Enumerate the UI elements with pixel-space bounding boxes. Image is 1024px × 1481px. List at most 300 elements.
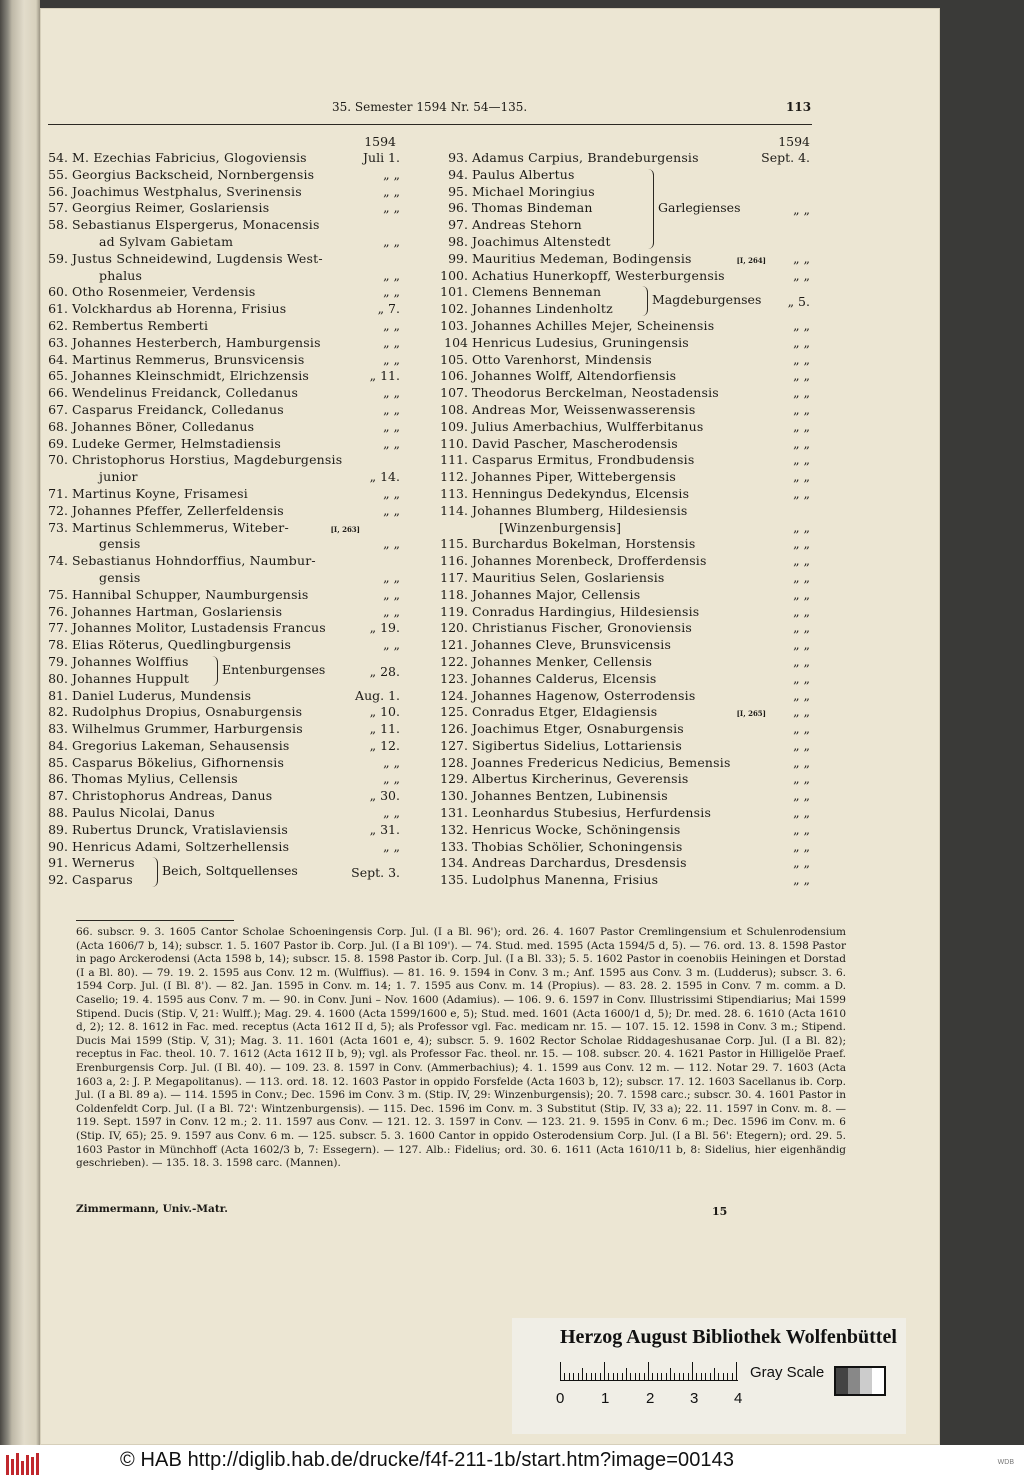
list-item xyxy=(40,771,404,788)
ruler-tick xyxy=(644,1373,645,1380)
entry-date: „ „ xyxy=(383,502,400,518)
list-item xyxy=(40,352,404,369)
entry-number: 76. xyxy=(48,603,68,619)
cross-reference: [I, 265] xyxy=(736,709,766,719)
ruler-tick xyxy=(595,1373,596,1380)
entry-number: 66. xyxy=(48,385,68,401)
ruler-tick xyxy=(661,1373,662,1380)
entry-number: 96. xyxy=(448,200,468,216)
entry-name: Sebastianus Hohndorffius, Naumbur- xyxy=(72,553,316,569)
entry-number: 131. xyxy=(440,805,468,821)
list-item xyxy=(40,251,404,268)
entry-date: „ „ xyxy=(793,435,810,451)
entry-date: „ „ xyxy=(793,653,810,669)
entry-number: 88. xyxy=(48,805,68,821)
list-item xyxy=(440,385,810,402)
list-item xyxy=(40,620,404,637)
entry-number: 83. xyxy=(48,721,68,737)
bracket-mark xyxy=(642,286,648,316)
entry-date: „ „ xyxy=(383,284,400,300)
entry-date: „ „ xyxy=(383,485,400,501)
entry-date: „ „ xyxy=(383,536,400,552)
entry-number: 80. xyxy=(48,670,68,686)
entry-name: Andreas Stehorn xyxy=(472,217,582,233)
ruler-tick xyxy=(718,1373,719,1380)
entry-date: „ „ xyxy=(793,805,810,821)
ruler-tick xyxy=(652,1373,653,1380)
entry-name: Leonhardus Stubesius, Herfurdensis xyxy=(472,805,712,821)
list-item xyxy=(40,805,404,822)
ruler-tick xyxy=(723,1373,724,1380)
list-item xyxy=(440,536,810,553)
list-item xyxy=(440,805,810,822)
entry-name: Johannes Kleinschmidt, Elrichzensis xyxy=(72,368,310,384)
library-title: Herzog August Bibliothek Wolfenbüttel xyxy=(560,1326,897,1348)
entry-number: 127. xyxy=(440,737,468,753)
entry-number: 130. xyxy=(440,788,468,804)
entry-name: Conradus Hardingius, Hildesiensis xyxy=(472,603,700,619)
entry-number: 111. xyxy=(440,452,468,468)
entry-date: „ 11. xyxy=(369,721,400,737)
entry-name: Wilhelmus Grummer, Harburgensis xyxy=(72,721,303,737)
entry-date: „ 31. xyxy=(369,821,400,837)
entry-name: Rudolphus Dropius, Osnaburgensis xyxy=(72,704,303,720)
list-item xyxy=(40,402,404,419)
list-item xyxy=(40,486,404,503)
list-item xyxy=(40,788,404,805)
year-heading: 1594 xyxy=(778,134,810,149)
entry-name: Johannes Major, Cellensis xyxy=(472,586,641,602)
entry-number: 133. xyxy=(440,838,468,854)
entry-name: Ludeke Germer, Helmstadiensis xyxy=(72,435,281,451)
list-item xyxy=(440,335,810,352)
ruler-tick xyxy=(586,1373,587,1380)
list-item xyxy=(440,452,810,469)
entry-number: 103. xyxy=(440,317,468,333)
entry-name: Christianus Fischer, Gronoviensis xyxy=(472,620,693,636)
entry-date: „ „ xyxy=(793,418,810,434)
entry-date: „ „ xyxy=(383,200,400,216)
signature-mark: 15 xyxy=(712,1205,728,1218)
list-item xyxy=(40,755,404,772)
list-item xyxy=(440,738,810,755)
entry-date: „ „ xyxy=(793,201,810,217)
entry-name: Volckhardus ab Horenna, Frisius xyxy=(72,301,287,317)
running-title: 35. Semester 1594 Nr. 54—135. xyxy=(332,100,528,114)
entry-name: Christophorus Andreas, Danus xyxy=(72,788,273,804)
ruler-tick xyxy=(701,1373,702,1380)
entry-number: 101. xyxy=(440,284,468,300)
entry-number: 95. xyxy=(448,183,468,199)
entry-name: Daniel Luderus, Mundensis xyxy=(72,687,252,703)
entry-date: „ „ xyxy=(383,385,400,401)
entry-number: 54. xyxy=(48,150,68,165)
list-item xyxy=(40,200,404,217)
list-item xyxy=(440,570,810,587)
entry-name: Johannes Blumberg, Hildesiensis xyxy=(472,502,688,518)
list-item xyxy=(440,620,810,637)
ruler-tick xyxy=(732,1373,733,1380)
ruler-tick xyxy=(591,1373,592,1380)
list-item xyxy=(440,771,810,788)
list-item xyxy=(40,150,404,167)
ruler-tick xyxy=(683,1373,684,1380)
list-item xyxy=(40,704,404,721)
entry-date: „ „ xyxy=(793,821,810,837)
list-item xyxy=(40,839,404,856)
ruler-tick xyxy=(674,1373,675,1380)
entry-name: Johannes Piper, Wittebergensis xyxy=(472,469,677,485)
entry-name: Georgius Reimer, Goslariensis xyxy=(72,200,270,216)
entry-date: „ 7. xyxy=(377,301,400,317)
entry-name: Johannes Cleve, Brunsvicensis xyxy=(472,637,672,653)
entry-number: 115. xyxy=(440,536,468,552)
entry-number: 121. xyxy=(440,637,468,653)
entry-number: 79. xyxy=(48,653,68,669)
entry-name: Achatius Hunerkopff, Westerburgensis xyxy=(472,267,725,283)
list-item xyxy=(440,688,810,705)
entry-date: „ „ xyxy=(383,754,400,770)
entry-name: Johannes Wolffius xyxy=(72,653,189,669)
bracket-group xyxy=(40,855,404,889)
list-item xyxy=(440,251,810,268)
entry-name: Joachimus Altenstedt xyxy=(472,233,611,249)
entry-number: 119. xyxy=(440,603,468,619)
entry-number: 59. xyxy=(48,250,68,266)
list-item xyxy=(40,167,404,184)
entry-date: Aug. 1. xyxy=(355,687,400,703)
entry-number: 102. xyxy=(440,301,468,317)
entry-date: „ „ xyxy=(793,250,810,266)
entry-number: 129. xyxy=(440,771,468,787)
entry-number: 86. xyxy=(48,771,68,787)
color-reference-card xyxy=(512,1318,906,1434)
entry-number: 128. xyxy=(440,754,468,770)
ruler-number: 1 xyxy=(601,1390,610,1407)
entry-date: „ „ xyxy=(793,519,810,535)
list-item xyxy=(440,234,810,251)
entry-date: „ 14. xyxy=(369,469,400,485)
entry-date: „ „ xyxy=(793,737,810,753)
entry-number: 57. xyxy=(48,200,68,216)
list-item xyxy=(40,284,404,301)
entry-name: Otto Varenhorst, Mindensis xyxy=(472,351,652,367)
entry-name: Thobias Schölier, Schoningensis xyxy=(472,838,683,854)
list-item xyxy=(440,755,810,772)
list-item xyxy=(40,318,404,335)
entry-name: Johannes Morenbeck, Drofferdensis xyxy=(472,553,707,569)
list-item xyxy=(440,419,810,436)
entry-name: Johannes Hesterberch, Hamburgensis xyxy=(72,334,321,350)
entry-date: „ „ xyxy=(383,805,400,821)
ruler-tick xyxy=(696,1373,697,1380)
entry-name: Clemens Benneman xyxy=(472,284,602,300)
ruler-tick xyxy=(564,1373,565,1380)
list-item xyxy=(40,217,404,234)
bracket-group xyxy=(440,284,810,318)
entry-number: 67. xyxy=(48,401,68,417)
entry-name: Conradus Etger, Eldagiensis xyxy=(472,704,658,720)
group-label: Beich, Soltquellenses xyxy=(162,863,298,879)
entry-date: „ 30. xyxy=(369,788,400,804)
ruler-tick xyxy=(679,1373,680,1380)
entry-date: „ „ xyxy=(793,670,810,686)
list-item xyxy=(440,469,810,486)
ruler-tick xyxy=(578,1373,579,1380)
list-item xyxy=(40,604,404,621)
list-item xyxy=(440,520,810,537)
list-item xyxy=(440,587,810,604)
list-item xyxy=(40,268,404,285)
list-item xyxy=(40,335,404,352)
entry-name: Ludolphus Manenna, Frisius xyxy=(472,872,659,888)
entry-date: „ „ xyxy=(793,334,810,350)
ruler-tick xyxy=(582,1368,583,1380)
entry-name: M. Ezechias Fabricius, Glogoviensis xyxy=(72,150,307,165)
ruler-tick xyxy=(727,1373,728,1380)
entry-number: 78. xyxy=(48,637,68,653)
entry-name: Mauritius Medeman, Bodingensis xyxy=(472,250,692,266)
entry-number: 61. xyxy=(48,301,68,317)
entry-number: 99. xyxy=(448,250,468,266)
entry-date: „ „ xyxy=(383,401,400,417)
entry-number: 73. xyxy=(48,519,68,535)
entry-number: 124. xyxy=(440,687,468,703)
entry-name: Joachimus Etger, Osnaburgensis xyxy=(472,721,684,737)
footnote-rule xyxy=(76,920,234,921)
list-item xyxy=(40,452,404,469)
source-url[interactable]: © HAB http://diglib.hab.de/drucke/f4f-211-1b/start.htm?image=00143 xyxy=(120,1449,735,1471)
entry-name: Christophorus Horstius, Magdeburgensis xyxy=(72,452,343,468)
entry-date: „ „ xyxy=(793,401,810,417)
entry-number: 116. xyxy=(440,553,468,569)
entry-number: 62. xyxy=(48,317,68,333)
hab-logo-icon xyxy=(6,1451,42,1475)
entry-name: phalus xyxy=(99,267,143,283)
entry-name: Adamus Carpius, Brandeburgensis xyxy=(472,150,699,165)
entry-date: „ „ xyxy=(793,788,810,804)
entry-name: Rubertus Drunck, Vratislaviensis xyxy=(72,821,288,837)
entry-date: „ „ xyxy=(793,553,810,569)
entry-date: „ „ xyxy=(383,637,400,653)
entry-number: 92. xyxy=(48,872,68,888)
list-item xyxy=(440,637,810,654)
entry-number: 122. xyxy=(440,653,468,669)
ruler-number: 0 xyxy=(556,1390,565,1407)
entry-name: Johannes Hartman, Goslariensis xyxy=(72,603,283,619)
entry-date: „ „ xyxy=(793,838,810,854)
ruler-tick xyxy=(604,1362,605,1380)
ruler-number: 3 xyxy=(690,1390,699,1407)
entry-number: 72. xyxy=(48,502,68,518)
entry-date: Sept. 4. xyxy=(761,150,810,165)
entry-date: „ „ xyxy=(383,435,400,451)
entry-date: „ „ xyxy=(383,569,400,585)
list-item xyxy=(40,368,404,385)
list-item xyxy=(440,721,810,738)
ruler-tick xyxy=(710,1373,711,1380)
entry-date: „ „ xyxy=(383,586,400,602)
entry-name: Johannes Bentzen, Lubinensis xyxy=(472,788,668,804)
entry-date: „ „ xyxy=(793,637,810,653)
entry-number: 81. xyxy=(48,687,68,703)
entry-number: 100. xyxy=(440,267,468,283)
entry-name: Gregorius Lakeman, Sehausensis xyxy=(72,737,290,753)
entry-name: Paulus Nicolai, Danus xyxy=(72,805,215,821)
list-item xyxy=(440,402,810,419)
entry-date: „ „ xyxy=(383,183,400,199)
entry-number: 87. xyxy=(48,788,68,804)
entry-date: „ 28. xyxy=(369,663,400,679)
entry-date: „ „ xyxy=(383,334,400,350)
entry-name: Wernerus xyxy=(72,855,135,871)
entry-date: „ „ xyxy=(793,368,810,384)
entry-number: 123. xyxy=(440,670,468,686)
list-item xyxy=(440,704,810,721)
running-header xyxy=(40,100,940,120)
entry-name: Johannes Achilles Mejer, Scheinensis xyxy=(472,317,715,333)
list-item xyxy=(40,570,404,587)
footer-mark: WDB xyxy=(997,1459,1014,1466)
entry-number: 68. xyxy=(48,418,68,434)
entry-name: gensis xyxy=(99,569,141,585)
scale-ruler xyxy=(560,1362,738,1381)
entry-number: 69. xyxy=(48,435,68,451)
entry-date: „ „ xyxy=(383,771,400,787)
list-item xyxy=(40,419,404,436)
entry-date: „ „ xyxy=(793,620,810,636)
entry-number: 58. xyxy=(48,217,68,233)
entry-name: Albertus Kircherinus, Geverensis xyxy=(472,771,689,787)
entry-number: 71. xyxy=(48,485,68,501)
entry-number: 64. xyxy=(48,351,68,367)
entry-date: „ „ xyxy=(383,166,400,182)
list-item xyxy=(40,436,404,453)
list-item xyxy=(40,738,404,755)
ruler-tick xyxy=(670,1368,671,1380)
entry-number: 97. xyxy=(448,217,468,233)
ruler-tick xyxy=(639,1373,640,1380)
ruler-tick xyxy=(600,1373,601,1380)
entry-number: 98. xyxy=(448,233,468,249)
ruler-tick xyxy=(666,1373,667,1380)
group-label: Magdeburgenses xyxy=(652,292,762,308)
ruler-tick xyxy=(635,1373,636,1380)
entry-name: Johannes Böner, Colledanus xyxy=(72,418,255,434)
entry-name: Martinus Schlemmerus, Witeber- xyxy=(72,519,289,535)
entry-name: Henricus Ludesius, Gruningensis xyxy=(472,334,689,350)
list-item xyxy=(40,234,404,251)
ruler-tick xyxy=(705,1373,706,1380)
entry-name: Joannes Fredericus Nedicius, Bemensis xyxy=(472,754,731,770)
entry-name: Rembertus Remberti xyxy=(72,317,209,333)
header-rule xyxy=(48,124,812,125)
entry-name: Theodorus Berckelman, Neostadensis xyxy=(472,385,719,401)
entry-name: [Winzenburgensis] xyxy=(499,519,622,535)
bracket-mark xyxy=(152,857,158,887)
entry-name: Justus Schneidewind, Lugdensis West- xyxy=(72,250,323,266)
ruler-tick xyxy=(657,1373,658,1380)
entry-name: Sebastianus Elspergerus, Monacensis xyxy=(72,217,320,233)
entry-number: 63. xyxy=(48,334,68,350)
list-item xyxy=(440,503,810,520)
entry-name: Henricus Wocke, Schöningensis xyxy=(472,821,681,837)
list-item xyxy=(40,520,404,537)
entry-number: 135. xyxy=(440,872,468,888)
ruler-tick xyxy=(688,1373,689,1380)
entry-name: Julius Amerbachius, Wulfferbitanus xyxy=(472,418,704,434)
ruler-tick xyxy=(617,1373,618,1380)
entry-name: Burchardus Bokelman, Horstensis xyxy=(472,536,696,552)
list-item xyxy=(40,503,404,520)
ruler-tick xyxy=(692,1362,693,1380)
entry-date: „ „ xyxy=(383,267,400,283)
entry-number: 120. xyxy=(440,620,468,636)
entry-number: 93. xyxy=(448,150,468,165)
bracket-mark xyxy=(648,169,654,249)
entry-name: Johannes Pfeffer, Zellerfeldensis xyxy=(72,502,284,518)
entry-date: „ „ xyxy=(793,536,810,552)
list-item xyxy=(440,855,810,872)
list-item xyxy=(40,536,404,553)
entry-date: „ „ xyxy=(793,586,810,602)
entry-number: 107. xyxy=(440,385,468,401)
adjacent-page-edge xyxy=(0,0,40,1445)
entry-date: „ „ xyxy=(793,385,810,401)
entry-date: „ 10. xyxy=(369,704,400,720)
group-label: Entenburgenses xyxy=(222,661,326,677)
entry-number: 132. xyxy=(440,821,468,837)
list-item xyxy=(440,486,810,503)
footnotes: 66. subscr. 9. 3. 1605 Cantor Scholae Schoeningensis Corp. Jul. (I a Bl. 96'); ord. 26. 4. 1607 Pastor Cremlingensium et Schulenrodensium (Acta 1606/7 b, 14); subscr. 1. 5. 1607 Pastor ib. Corp. Jul. (I a Bl 109'). — 74. Stud. med. 1595 (Acta 1594/5 d, 5). — 76. ord. 13. 8. 1598 Pastor in pago Arckerodensi (Acta 1598 b, 14); subscr. 15. 8. 1598 Pastor ib. Corp. Jul. (I a Bl. 33); 5. 5. 1602 Pastor in coenobiis Heiningen et Dorstad (I a Bl. 80). — 79. 19. 2. 1595 aus Conv. 12 m. (Wulffius). — 81. 16. 9. 1594 in Conv. 3 m.; Anf. 1595 aus Conv. 3 m. (Ludderus); subscr. 3. 6. 1594 Corp. Jul. (I Bl. 8'). — 82. Jan. 1595 in Conv. m. 14; 1. 7. 1595 aus Conv. m. 14 (Propius). — 83. 28. 2. 1595 in Conv. 7 m. comm. a D. Caselio; 19. 4. 1595 aus Conv. 7 m. — 90. in Conv. Juni – Nov. 1600 (Adamius). — 106. 9. 6. 1597 in Conv. Illustrissimi Stipendiarius; Mai 1599 Stipend. Ducis (Stip. V, 21: Wulff.); Mag. 29. 4. 1600 (Acta 1599/1600 e, 5); Stud. med. 1601 (Acta 1600/1 d, 5); Dr. med. 28. 6. 1610 (Acta 1610 d, 2); 12. 8. 1612 in Fac. med. receptus (Acta 1612 II d, 5); als Professor vgl. Fac. medicam nr. 15. — 107. 15. 12. 1598 in Conv. 3 m.; Stipend. Ducis Mai 1599 (Stip. V, 31); Mag. 3. 11. 1601 (Acta 1601 e, 4); subscr. 5. 9. 1602 Rector Scholae Riddageshusanae Corp. Jul. (I a Bl. 82); receptus in Fac. theol. 10. 7. 1612 (Acta 1612 II b, 9); vgl. als Professor Fac. theol. nr. 15. — 108. subscr. 20. 4. 1621 Pastor in Hilligelöe Praef. Erenburgensis Corp. Jul. (I Bl. 40). — 109. 23. 8. 1597 in Conv. (Ammerbachius); 4. 1. 1599 aus Conv. 12 m. — 112. Notar 29. 7. 1603 (Acta 1603 a, 2: J. P. Megapolitanus). — 113. ord. 18. 12. 1603 Pastor in oppido Forsfelde (Acta 1603 b, 12); subscr. 17. 12. 1603 Sacellanus ib. Corp. Jul. (I a Bl. 89 a). — 114. 1595 in Conv.; Dec. 1596 im Conv. 3 m. (Stip. IV, 29: Winzenburgensis); 20. 7. 1598 carc.; subscr. 30. 4. 1601 Pastor in Coldenfeldt Corp. Jul. (I a Bl. 72': Wintzenburgensis). — 115. Dec. 1596 im Conv. m. 3 Substitut (Stip. IV, 33 a); 22. 11. 1597 in Conv. m. 8. — 119. Sept. 1597 in Conv. 12 m.; 2. 11. 1597 aus Conv. — 121. 12. 3. 1597 in Conv. — 123. 21. 9. 1595 in Conv. 6 m.; Dec. 1596 im Conv. m. 6 (Stip. IV, 65); 25. 9. 1597 aus Conv. 6 m. — 125. subscr. 5. 3. 1600 Cantor in oppido Osterodensium Corp. Jul. (I a Bl. 56': Etegern); ord. 29. 5. 1603 Pastor in Münchhoff (Acta 1602/3 b, 7: Essegern). — 127. Alb.: Fidelius; ord. 30. 6. 1611 (Acta 1610/11 b, 8: Sidelius, hier eigenhändig geschrieben). — 135. 18. 3. 1598 carc. (Mannen). xyxy=(76,926,846,1170)
ruler-tick xyxy=(569,1373,570,1380)
entry-date: „ „ xyxy=(793,351,810,367)
list-item xyxy=(40,553,404,570)
list-item xyxy=(40,587,404,604)
entry-date: „ 12. xyxy=(369,737,400,753)
bracket-group xyxy=(440,167,810,251)
entry-date: „ 11. xyxy=(369,368,400,384)
entry-number: 89. xyxy=(48,821,68,837)
list-item xyxy=(40,385,404,402)
list-item xyxy=(440,671,810,688)
gray-swatch xyxy=(834,1366,886,1396)
entry-name: ad Sylvam Gabietam xyxy=(99,233,234,249)
entry-name: Otho Rosenmeier, Verdensis xyxy=(72,284,256,300)
entry-name: Sigibertus Sidelius, Lottariensis xyxy=(472,737,682,753)
list-item xyxy=(440,150,810,167)
entry-number: 75. xyxy=(48,586,68,602)
ruler-tick xyxy=(608,1373,609,1380)
list-item xyxy=(440,872,810,889)
entry-number: 90. xyxy=(48,838,68,854)
entry-date: „ „ xyxy=(793,687,810,703)
entry-name: Martinus Koyne, Frisamesi xyxy=(72,485,248,501)
list-item xyxy=(440,368,810,385)
year-heading: 1594 xyxy=(364,134,396,149)
list-item xyxy=(440,553,810,570)
entry-number: 56. xyxy=(48,183,68,199)
list-item xyxy=(440,167,810,184)
entry-number: 55. xyxy=(48,166,68,182)
list-item xyxy=(440,604,810,621)
entry-name: Johannes Molitor, Lustadensis Francus xyxy=(72,620,326,636)
list-item xyxy=(40,721,404,738)
entry-number: 104 xyxy=(444,334,468,350)
entry-name: David Pascher, Mascherodensis xyxy=(472,435,678,451)
book-page xyxy=(40,8,940,1445)
entry-name: Johannes Wolff, Altendorfiensis xyxy=(472,368,677,384)
